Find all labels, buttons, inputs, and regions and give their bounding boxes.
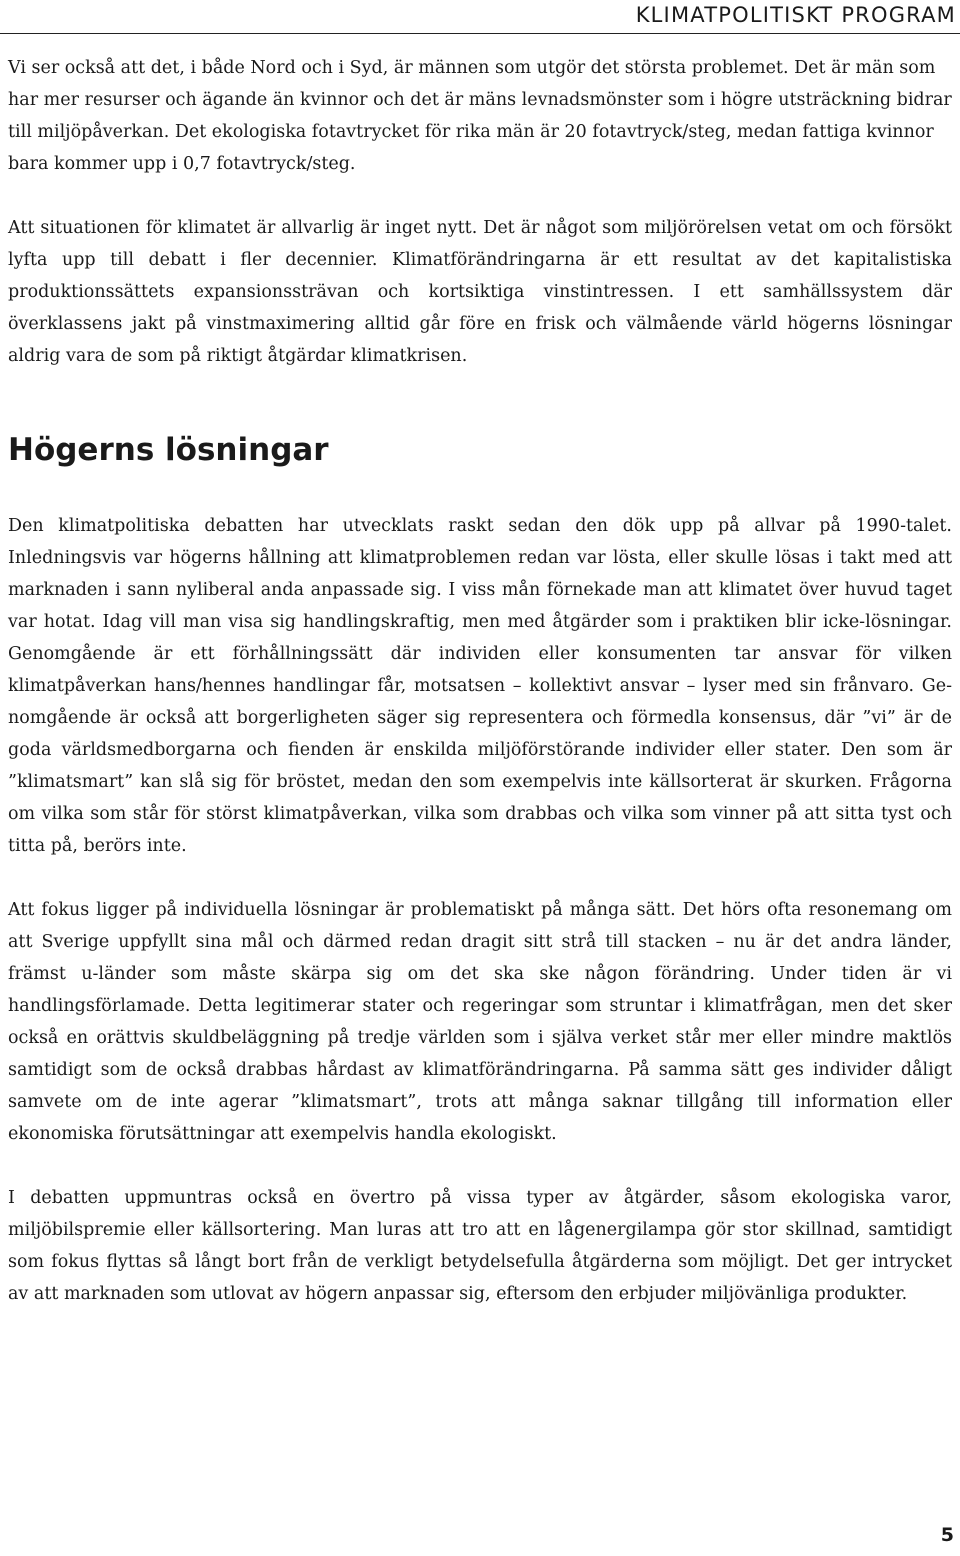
section-heading: Högerns lösningar: [8, 432, 329, 468]
section-paragraph-1: Den klimatpolitiska debatten har utvecklats raskt sedan den dök upp på allvar på 1990-talet. Inledningsvis var högerns hållning att klimatproblemen redan var lösta, eller skulle lösas i takt med att marknaden i sann nyliberal anda anpassade sig. I viss mån förnekade man att klimatet över huvud taget var hotat. Idag vill man visa sig handlingskraftig, men med åtgärder som i praktiken blir icke-lösningar. Genomgående är ett förhållningssätt där individen eller konsumenten tar ansvar för vilken klimatpåverkan hans/hennes handlingar får, motsatsen – kollektivt ansvar – lyser med sin frånvaro. Genomgående är också att borgerligheten säger sig representera och förmedla konsensus, där ”vi” är de goda världsmedborgarna och fienden är enskilda miljöförstörande individer eller stater. Den som är ”klimatsmart” kan slå sig för bröstet, medan den som exempelvis inte källsorterat är skurken. Frågorna om vilka som står för störst klimatpåverkan, vilka som drabbas och vilka som vinner på att sitta tyst och titta på, berörs inte.: [8, 516, 952, 856]
running-header-title: KLIMATPOLITISKT PROGRAM: [635, 3, 956, 27]
page-number: 5: [940, 1524, 954, 1546]
section-paragraph-2: Att fokus ligger på individuella lösningar är problematiskt på många sätt. Det hörs ofta resonemang om att Sverige uppfyllt sina mål och därmed redan dragit sitt strå till stacken – nu är det andra länder, främst u-länder som måste skärpa sig om det ska ske någon förändring. Under tiden är vi handlingsförlamade. Detta legitimerar stater och regeringar som struntar i klimatfrågan, men det sker också en orättvis skuldbeläggning på tredje världen som i själva verket står mer eller mindre maktlös samtidigt som de också drabbas hårdast av klimatförändringarna. På samma sätt ges individer dåligt samvete om de inte agerar ”klimatsmart”, trots att många saknar tillgång till information eller ekonomiska förutsättningar att exempelvis handla ekologiskt.: [8, 900, 952, 1144]
intro-paragraph-1: Vi ser också att det, i både Nord och i Syd, är männen som utgör det största problemet. Det är män som har mer resurser och ägande än kvinnor och det är mäns levnadsmönster som i högre utsträckning bidrar till miljöpåverkan. Det ekologiska fotavtrycket för rika män är 20 fotavtryck/steg, medan fattiga kvinnor bara kommer upp i 0,7 fotavtryck/steg.: [8, 58, 952, 174]
running-header: [0, 0, 960, 34]
section-paragraph-3: I debatten uppmuntras också en övertro på vissa typer av åtgärder, såsom ekologiska varor, miljöbilspremie eller källsortering. Man luras att tro att en lågenergilampa gör stor skillnad, samtidigt som fokus flyttas så långt bort från de verkligt betydelsefulla åtgärderna som möjligt. Det ger intrycket av att marknaden som utlovat av högern anpassar sig, eftersom den erbjuder miljövänliga produkter.: [8, 1188, 952, 1304]
page-body: [8, 52, 952, 1342]
intro-paragraph-2: Att situationen för klimatet är allvarlig är inget nytt. Det är något som miljörörelsen vetat om och försökt lyfta upp till debatt i fler decennier. Klimatförändringarna är ett resultat av det kapitalistiska produktionssättets expansionssträvan och kortsiktiga vinstintressen. I ett samhällssystem där överklassens jakt på vinstmaximering alltid går före en frisk och välmående värld högerns lösningar aldrig vara de som på riktigt åtgärdar klimatkrisen.: [8, 218, 952, 366]
